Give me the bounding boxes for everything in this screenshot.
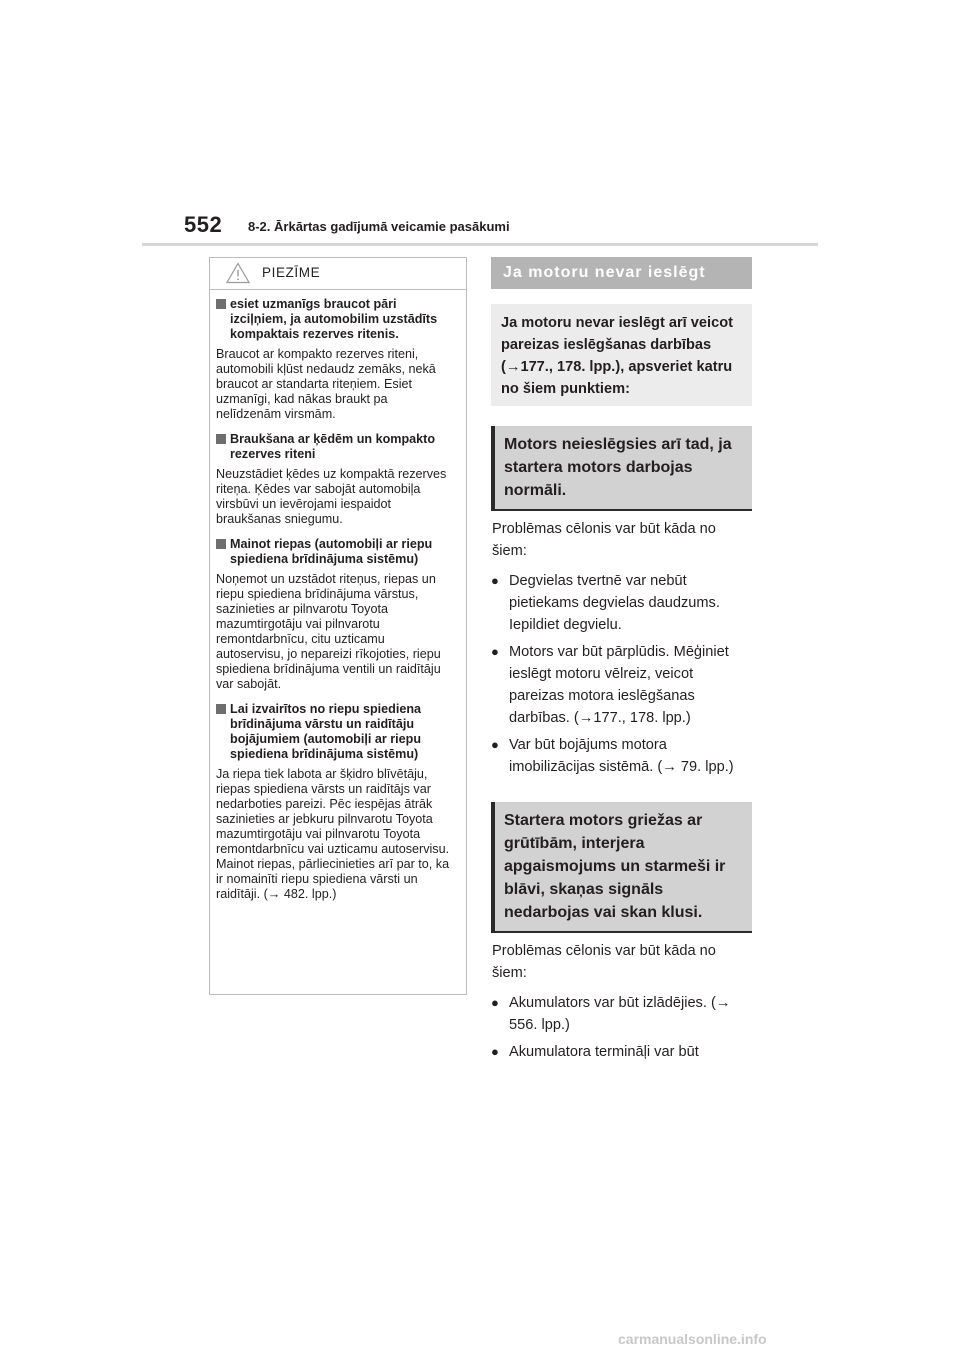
list-item-text: Var būt bojājums motora imobilizācijas sistēmā. (→ 79. lpp.): [509, 737, 734, 775]
note-item-heading: Lai izvairītos no riepu spiediena brīdinājuma vārstu un raidītāju bojājumiem (automobiļi ar riepu spiediena brīdinājuma sistēmu): [230, 702, 422, 761]
note-item-text: Ja riepa tiek labota ar šķidro blīvētāju, riepas spiediena vārsts un raidītājs var nedarboties pareizi. Pēc iespējas ātrāk sazinieties ar jebkuru pilnvarotu Toyota mazumtirgotāju vai pilnvarotu Toyota remontdarbnīcu vai uzticamu autoservisu. Mainot riepas, pārliecinieties arī par to, ka ir nomainīti riepu spiediena vārsti un raidītāji. (→ 482. lpp.): [216, 767, 450, 901]
square-bullet-icon: [216, 299, 226, 309]
note-item-heading: esiet uzmanīgs braucot pāri izciļņiem, ja automobilim uzstādīts kompaktais rezerves ritenis.: [230, 297, 438, 341]
note-header: [210, 258, 466, 290]
page-number: 552: [184, 212, 223, 237]
list-item-text: Akumulators var būt izlādējies. (→ 556. lpp.): [509, 995, 731, 1033]
note-body: [210, 290, 466, 902]
subsection-heading: Startera motors griežas ar grūtībām, interjera apgaismojums un starmeši ir blāvi, skaņas signāls nedarbojas vai skan klusi.: [491, 802, 752, 933]
main-column: [491, 257, 752, 1063]
list-item-text: Akumulatora termināļi var būt: [509, 1044, 699, 1060]
intro-box: Ja motoru nevar ieslēgt arī veicot pareizas ieslēgšanas darbības (→177., 178. lpp.), apsveriet katru no šiem punktiem:: [491, 304, 752, 406]
note-box: [209, 257, 467, 995]
list-item: [491, 570, 752, 636]
list-item: [491, 641, 752, 729]
section-title: 8-2. Ārkārtas gadījumā veicamie pasākumi: [248, 219, 510, 234]
note-item-heading: Mainot riepas (automobiļi ar riepu spiediena brīdinājuma sistēmu): [230, 537, 433, 566]
bullet-dot-icon: ●: [491, 644, 499, 659]
list-item-text: Degvielas tvertnē var nebūt pietiekams degvielas daudzums. Iepildiet degvielu.: [509, 573, 720, 633]
warning-triangle-icon: [226, 262, 250, 284]
subsection-heading: Motors neieslēgsies arī tad, ja startera motors darbojas normāli.: [491, 426, 752, 511]
bullet-dot-icon: ●: [491, 737, 499, 752]
note-item: [216, 297, 456, 422]
list-item-text: Motors var būt pārplūdis. Mēģiniet ieslēgt motoru vēlreiz, veicot pareizas motora ieslēgšanas darbības. (→177., 178. lpp.): [509, 644, 729, 726]
note-item: [216, 702, 456, 902]
list-item: [491, 1041, 752, 1063]
square-bullet-icon: [216, 539, 226, 549]
topic-banner: Ja motoru nevar ieslēgt: [491, 257, 752, 289]
list-item: [491, 734, 752, 778]
header-divider: [142, 243, 818, 246]
bullet-dot-icon: ●: [491, 1044, 499, 1059]
watermark: carmanualsonline.info: [618, 1331, 767, 1347]
note-item: [216, 537, 456, 692]
note-item-text: Noņemot un uzstādot riteņus, riepas un riepu spiediena brīdinājuma vārstus, sazinieties ar pilnvarotu Toyota mazumtirgotāju vai pilnvarotu remontdarbnīcu, citu uzticamu autoservisu, jo nepareizi rīkojoties, riepu spiediena brīdinājuma ventili un raidītāju var sabojāt.: [216, 572, 441, 691]
note-item-heading: Braukšana ar ķēdēm un kompakto rezerves riteni: [230, 432, 436, 461]
square-bullet-icon: [216, 434, 226, 444]
note-title: PIEZĪME: [262, 265, 321, 280]
list-item: [491, 992, 752, 1036]
bullet-dot-icon: ●: [491, 573, 499, 588]
note-item: [216, 432, 456, 527]
lead-paragraph: Problēmas cēlonis var būt kāda no šiem:: [492, 943, 716, 981]
bullet-dot-icon: ●: [491, 995, 499, 1010]
note-item-text: Braucot ar kompakto rezerves riteni, automobili kļūst nedaudz zemāks, nekā braucot ar standarta riteņiem. Esiet uzmanīgi, kad nākas braukt pa nelīdzenām virsmām.: [216, 347, 436, 421]
lead-paragraph: Problēmas cēlonis var būt kāda no šiem:: [492, 521, 716, 559]
square-bullet-icon: [216, 704, 226, 714]
note-item-text: Neuzstādiet ķēdes uz kompaktā rezerves riteņa. Ķēdes var sabojāt automobiļa virsbūvi un ievērojami iespaidot braukšanas sniegumu.: [216, 467, 447, 526]
